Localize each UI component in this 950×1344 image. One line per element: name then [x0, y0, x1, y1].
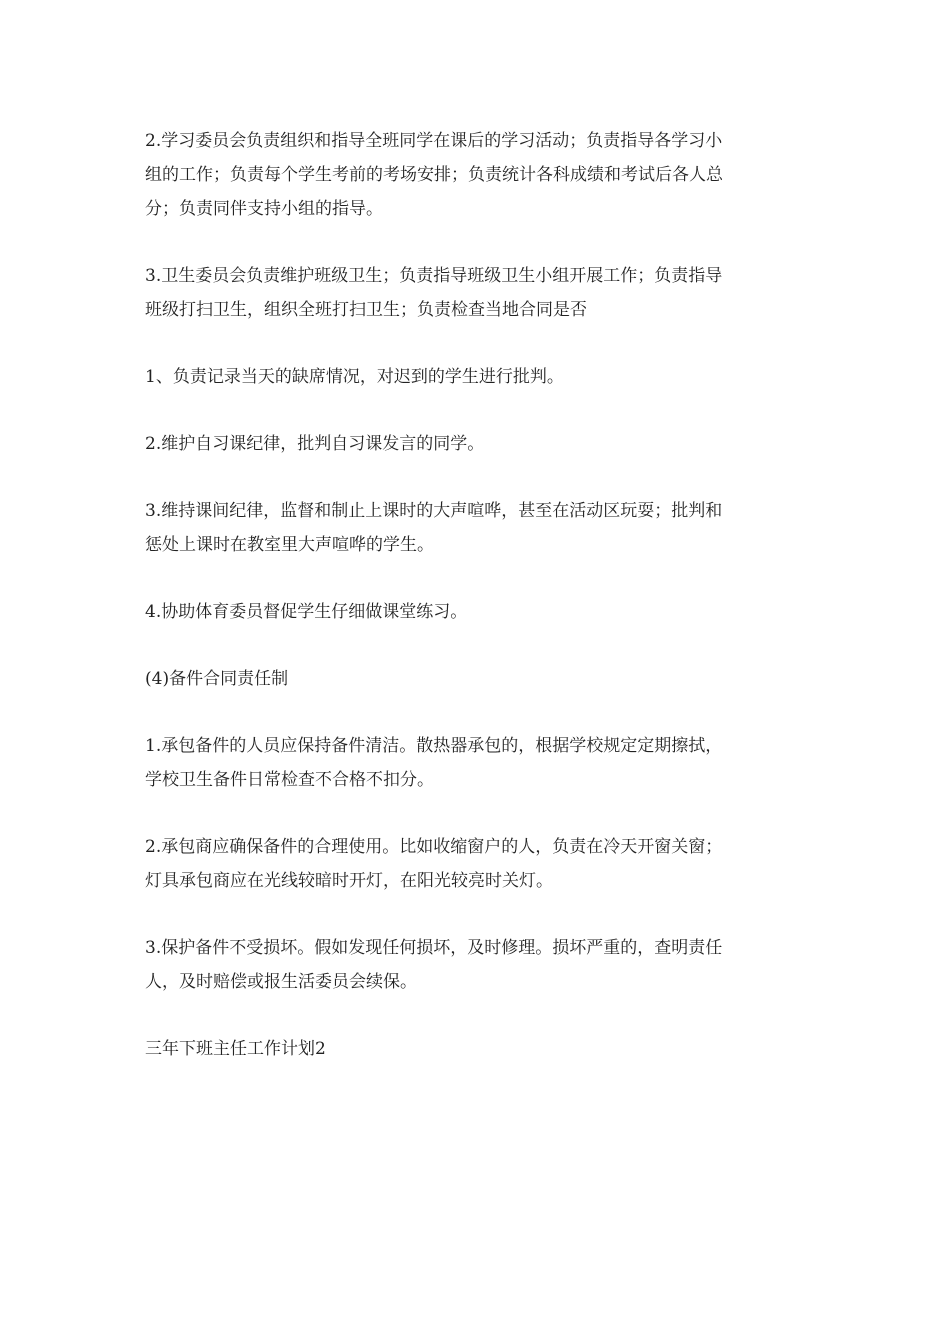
- text-line: 3.保护备件不受损坏。假如发现任何损坏，及时修理。损坏严重的，查明责任: [145, 938, 723, 958]
- text-line: 人，及时赔偿或报生活委员会续保。: [145, 972, 417, 992]
- paragraph-hygiene-committee: [145, 259, 807, 327]
- text-line: 分；负责同伴支持小组的指导。: [145, 199, 383, 219]
- text-line: 班级打扫卫生，组织全班打扫卫生；负责检查当地合同是否: [145, 300, 587, 320]
- paragraph-break-discipline: [145, 494, 807, 562]
- text-line: (4)备件合同责任制: [145, 669, 289, 689]
- paragraph-equipment-usage: [145, 830, 807, 898]
- paragraph-exercise: [145, 595, 807, 629]
- document-body: [145, 124, 807, 1099]
- text-line: 灯具承包商应在光线较暗时开灯，在阳光较亮时关灯。: [145, 871, 553, 891]
- text-line: 1.承包备件的人员应保持备件清洁。散热器承包的，根据学校规定定期擦拭，: [145, 736, 723, 756]
- text-line: 3.卫生委员会负责维护班级卫生；负责指导班级卫生小组开展工作；负责指导: [145, 266, 723, 286]
- paragraph-equipment-cleaning: [145, 729, 807, 797]
- section-heading-equipment: [145, 662, 807, 696]
- paragraph-self-study-discipline: [145, 427, 807, 461]
- text-line: 学校卫生备件日常检查不合格不扣分。: [145, 770, 434, 790]
- text-line: 2.维护自习课纪律，批判自习课发言的同学。: [145, 434, 485, 454]
- text-line: 2.承包商应确保备件的合理使用。比如收缩窗户的人，负责在冷天开窗关窗；: [145, 837, 723, 857]
- text-line: 组的工作；负责每个学生考前的考场安排；负责统计各科成绩和考试后各人总: [145, 165, 723, 185]
- text-line: 4.协助体育委员督促学生仔细做课堂练习。: [145, 602, 468, 622]
- document-title-next: [145, 1032, 807, 1066]
- paragraph-equipment-protection: [145, 931, 807, 999]
- text-line: 3.维持课间纪律，监督和制止上课时的大声喧哗，甚至在活动区玩耍；批判和: [145, 501, 723, 521]
- text-line: 1、负责记录当天的缺席情况，对迟到的学生进行批判。: [145, 367, 564, 387]
- paragraph-attendance: [145, 360, 807, 394]
- text-line: 三年下班主任工作计划2: [145, 1039, 326, 1059]
- text-line: 惩处上课时在教室里大声喧哗的学生。: [145, 535, 434, 555]
- text-line: 2.学习委员会负责组织和指导全班同学在课后的学习活动；负责指导各学习小: [145, 131, 723, 151]
- paragraph-study-committee: [145, 124, 807, 226]
